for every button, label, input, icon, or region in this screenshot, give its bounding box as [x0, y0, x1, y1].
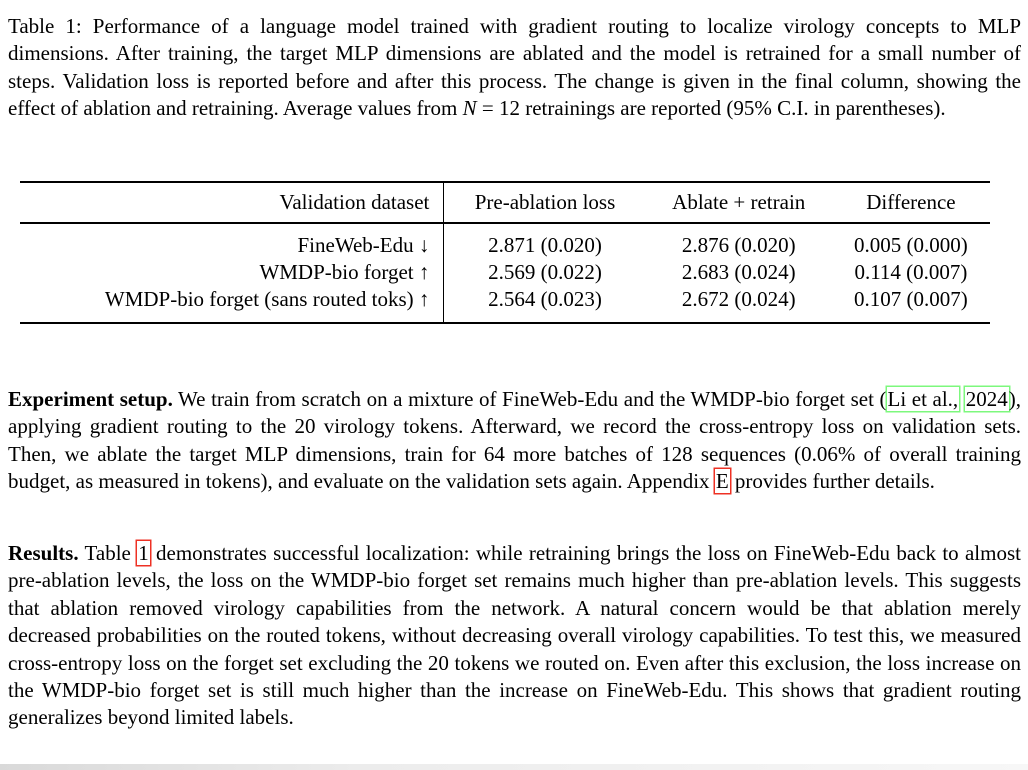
col-header-pre-ablation-loss: Pre-ablation loss: [444, 182, 646, 223]
results-paragraph: [8, 540, 1021, 732]
math-variable: N: [462, 96, 477, 121]
text-run: Table 1: Performance of a language model trained with gradient routing to localize virology concepts to MLP dimensions. After training, the target MLP dimensions are ablated and the model is retrained for a small number of steps. Validation loss is reported before and after this process. The change is given in the final column, showing the effect of ablation and retraining. Average values from: [8, 14, 1021, 121]
cell-dataset: WMDP-bio forget (sans routed toks) ↑: [20, 286, 444, 323]
text-run: = 12 retrainings are reported (95% C.I. in parentheses).: [476, 96, 946, 121]
col-header-ablate-retrain: Ablate + retrain: [646, 182, 832, 223]
reference-link[interactable]: 1: [138, 541, 149, 565]
next-figure-top-edge: [0, 764, 1028, 770]
text-run: We train from scratch on a mixture of FineWeb-Edu and the WMDP-bio forget set (: [172, 387, 887, 411]
table-row-wmdp-bio-forget-sans-routed-toks: [20, 286, 990, 323]
col-header-difference: Difference: [832, 182, 990, 223]
cell-pre-ablation-loss: 2.569 (0.022): [488, 260, 602, 284]
reference-link[interactable]: E: [715, 469, 729, 494]
experiment-setup-paragraph: [8, 386, 1021, 496]
cell-dataset: WMDP-bio forget ↑: [20, 259, 444, 286]
cell-difference: 0.107 (0.007): [854, 287, 968, 311]
cell-ablate-retrain: 2.683 (0.024): [681, 260, 796, 284]
text-run: provides further details.: [729, 469, 935, 494]
cell-pre-ablation-loss: 2.871 (0.020): [488, 233, 602, 257]
cell-ablate-retrain: 2.672 (0.024): [681, 287, 796, 311]
results-table: [20, 181, 990, 324]
cell-pre-ablation-loss: 2.564 (0.023): [488, 287, 602, 311]
cell-difference: 0.114 (0.007): [854, 260, 968, 284]
table-header-row: [20, 182, 990, 223]
col-header-validation-dataset: Validation dataset: [20, 182, 444, 223]
table-row-fineweb-edu: [20, 223, 990, 259]
text-run-bold: Results.: [8, 541, 79, 565]
table-1-caption: [8, 13, 1021, 123]
citation-link[interactable]: Li et al.,: [887, 387, 959, 411]
table-row-wmdp-bio-forget: [20, 259, 990, 286]
text-run: ), applying gradient routing to the 20 virology tokens. Afterward, we record the cross-entropy loss on validation sets. Then, we ablate the target MLP dimensions, train for 64 more batches of 128 sequences (0.06% of overall training budget, as measured in tokens), and evaluate on the validation sets again. Appendix: [8, 387, 1021, 494]
cell-ablate-retrain: 2.876 (0.020): [681, 233, 796, 257]
text-run-bold: Experiment setup.: [8, 387, 173, 411]
citation-link[interactable]: 2024: [965, 387, 1008, 411]
text-run: Table: [78, 541, 138, 565]
cell-difference: 0.005 (0.000): [854, 233, 968, 257]
text-run: [959, 387, 965, 411]
text-run: demonstrates successful localization: while retraining brings the loss on FineWeb-Edu back to almost pre-ablation levels, the loss on the WMDP-bio forget set remains much higher than pre-ablation levels. This suggests that ablation removed virology capabilities from the network. A natural concern would be that ablation merely decreased probabilities on the routed tokens, without decreasing overall virology capabilities. To test this, we measured cross-entropy loss on the forget set excluding the 20 tokens we routed on. Even after this exclusion, the loss increase on the WMDP-bio forget set is still much higher than the increase on FineWeb-Edu. This shows that gradient routing generalizes beyond limited labels.: [8, 541, 1021, 730]
cell-dataset: FineWeb-Edu ↓: [20, 223, 444, 259]
